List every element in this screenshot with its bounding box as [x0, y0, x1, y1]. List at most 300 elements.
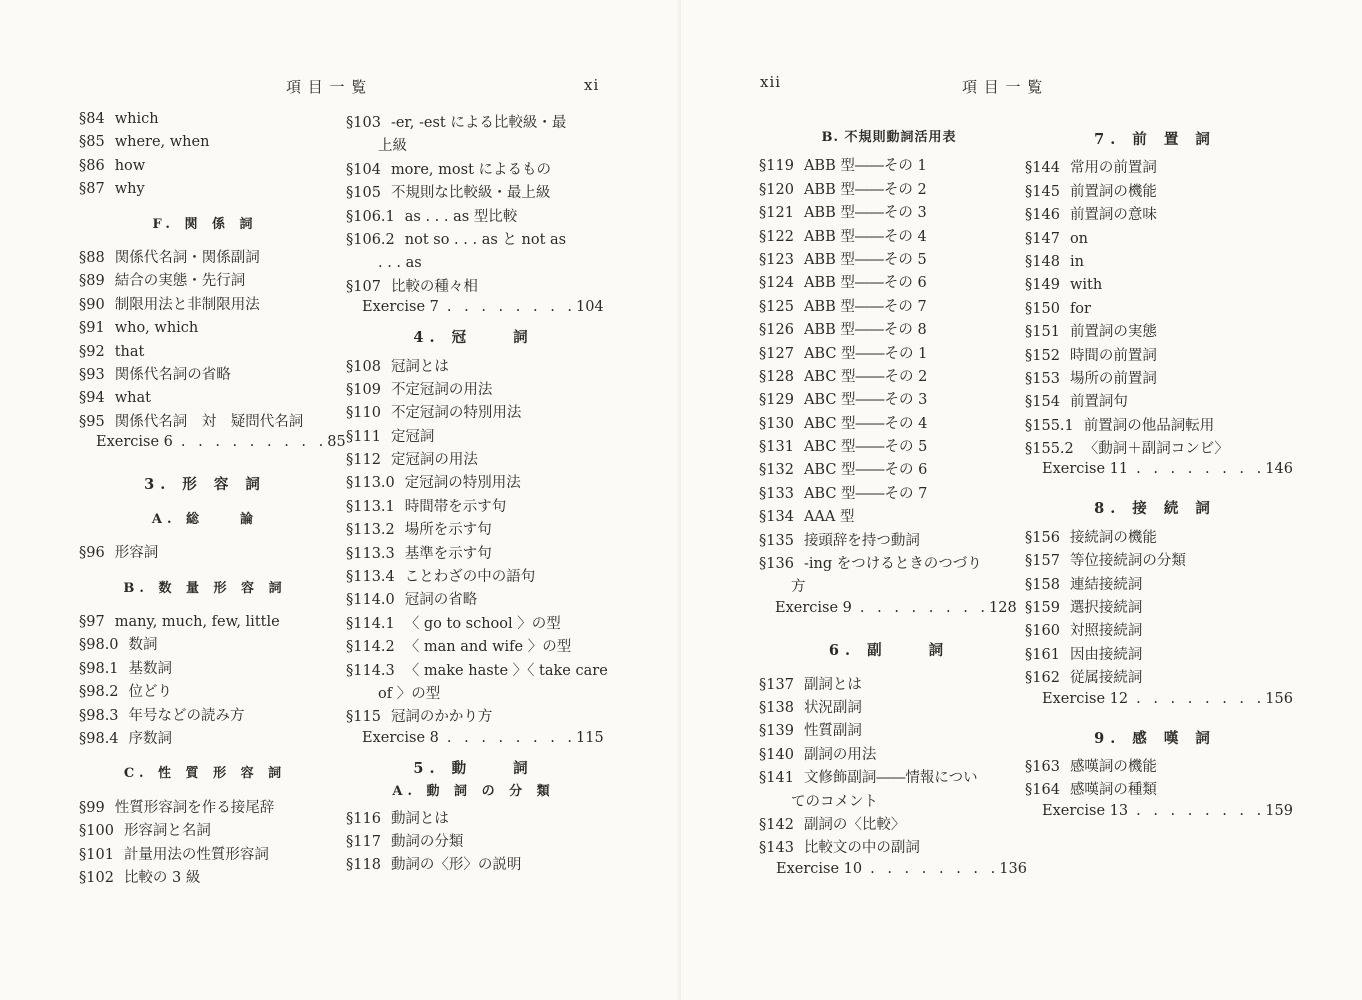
- section-number: §148: [1025, 253, 1060, 270]
- toc-entry: [759, 179, 1019, 202]
- entry-title: 常用の前置詞: [1069, 160, 1157, 177]
- section-number: §126: [759, 322, 794, 339]
- toc-entry: [79, 247, 331, 270]
- toc-entry: [79, 155, 331, 178]
- toc-entry: [79, 844, 331, 867]
- entry-title: 冠詞とは: [390, 358, 449, 375]
- section-number: §137: [759, 676, 794, 693]
- entry-title: ABB 型――その 4: [803, 228, 927, 245]
- section-heading: B. 数 量 形 容 詞: [123, 580, 287, 596]
- toc-entry: [1025, 527, 1285, 550]
- entry-title: 不規則な比較級・最上級: [390, 185, 551, 202]
- toc-entry: [79, 270, 331, 293]
- toc-entry: [759, 226, 1019, 249]
- toc-entry: [346, 519, 601, 542]
- exercise-entry: Exercise 6 . . . . . . . . .85: [96, 434, 346, 451]
- toc-entry: [1025, 345, 1285, 368]
- entry-title: 等位接続詞の分類: [1069, 553, 1186, 570]
- entry-title-continuation: of 〉の型: [378, 685, 441, 702]
- toc-entry: [346, 496, 601, 519]
- toc-column-1: [79, 108, 346, 890]
- toc-entry: [346, 426, 601, 449]
- entry-title: 計量用法の性質形容詞: [123, 846, 269, 863]
- section-number: §162: [1025, 670, 1060, 687]
- section-number: §88: [79, 249, 105, 266]
- toc-entry: [79, 341, 331, 364]
- section-heading: A. 総 論: [151, 511, 259, 527]
- section-number: §86: [79, 157, 105, 174]
- section-number: §97: [79, 614, 105, 631]
- chapter-heading: 3. 形 容 詞: [144, 476, 266, 494]
- toc-entry: [759, 506, 1019, 529]
- section-number: §98.1: [79, 660, 119, 677]
- section-number: §128: [759, 368, 794, 385]
- entry-title: 〈 man and wife 〉の型: [404, 639, 572, 656]
- entry-title: 動詞の〈形〉の説明: [390, 857, 522, 874]
- entry-title: ABC 型――その 5: [803, 439, 928, 456]
- section-number: §103: [346, 115, 381, 131]
- page-number: xi: [584, 76, 600, 94]
- section-number: §98.3: [79, 707, 119, 724]
- section-number: §85: [79, 134, 105, 151]
- toc-entry: [1025, 779, 1285, 802]
- entry-title: 〈 go to school 〉の型: [404, 615, 561, 632]
- entry-title: 冠詞の省略: [404, 592, 478, 609]
- entry-title: 定冠詞: [390, 428, 435, 445]
- entry-title: 基数詞: [128, 660, 173, 677]
- toc-entry: [759, 814, 1019, 837]
- entry-title: ABC 型――その 7: [803, 485, 928, 502]
- toc-entry: [1025, 550, 1285, 573]
- toc-entry: [1025, 391, 1285, 414]
- toc-entry: [759, 249, 1019, 272]
- entry-title: 序数詞: [128, 730, 173, 747]
- toc-entry: [1025, 274, 1285, 297]
- chapter-heading: 7. 前 置 詞: [1094, 131, 1216, 148]
- section-number: §98.0: [79, 637, 119, 654]
- section-heading: C. 性 質 形 容 詞: [123, 766, 287, 782]
- toc-entry: [79, 705, 331, 728]
- section-number: §113.0: [346, 475, 395, 492]
- toc-entry: [759, 459, 1019, 482]
- section-number: §110: [346, 405, 381, 422]
- entry-title: 対照接続詞: [1069, 623, 1143, 640]
- section-number: §95: [79, 413, 105, 430]
- section-number: §113.4: [346, 569, 395, 586]
- toc-entry: [79, 728, 331, 751]
- toc-entry: [79, 317, 331, 340]
- entry-title: 前置詞の機能: [1069, 183, 1157, 200]
- exercise-entry: Exercise 8 . . . . . . . .115: [362, 729, 604, 746]
- section-number: §156: [1025, 529, 1060, 546]
- entry-title: AAA 型: [803, 509, 855, 526]
- entry-title: 関係代名詞 対 疑問代名詞: [114, 413, 304, 430]
- toc-entry: [759, 767, 1019, 790]
- toc-entry: [346, 808, 601, 831]
- toc-entry: [1025, 620, 1285, 643]
- toc-entry: [759, 436, 1019, 459]
- section-number: §117: [346, 833, 381, 850]
- entry-title: 副詞の用法: [803, 746, 877, 763]
- entry-title: ことわざの中の語句: [404, 569, 536, 586]
- toc-entry: [346, 402, 601, 425]
- section-number: §87: [79, 181, 105, 198]
- entry-title: -ing をつけるときのつづり: [803, 556, 982, 573]
- entry-title: how: [114, 157, 146, 174]
- entry-title: more, most によるもの: [390, 161, 552, 178]
- section-number: §106.1: [346, 208, 395, 225]
- section-heading: A. 動 詞 の 分 類: [392, 784, 555, 800]
- toc-entry: [1025, 321, 1285, 344]
- toc-entry: [79, 658, 331, 681]
- section-number: §159: [1025, 600, 1060, 617]
- chapter-heading: 5. 動 詞: [413, 759, 534, 777]
- section-number: §96: [79, 545, 105, 562]
- toc-entry: [759, 343, 1019, 366]
- toc-entry: [759, 389, 1019, 412]
- chapter-heading: 9. 感 嘆 詞: [1094, 729, 1216, 747]
- toc-entry: [79, 387, 331, 410]
- toc-entry: [759, 744, 1019, 767]
- entry-title: 定冠詞の特別用法: [404, 475, 521, 492]
- section-number: §144: [1025, 160, 1060, 177]
- section-heading: F. 関 係 詞: [152, 216, 258, 232]
- entry-title: 比較の 3 級: [123, 869, 201, 886]
- page-number: xii: [760, 73, 782, 91]
- section-number: §123: [759, 251, 794, 268]
- toc-entry: [346, 472, 601, 495]
- toc-entry: [759, 837, 1019, 860]
- entry-title: 関係代名詞・関係副詞: [114, 249, 260, 266]
- entry-title: 形容詞と名詞: [123, 823, 211, 840]
- entry-title: ABC 型――その 4: [803, 415, 928, 432]
- toc-entry: [346, 831, 601, 854]
- chapter-heading: 4. 冠 詞: [413, 329, 534, 347]
- toc-entry: [79, 634, 331, 657]
- toc-entry: [1025, 298, 1285, 321]
- section-number: §134: [759, 509, 794, 526]
- section-number: §154: [1025, 394, 1060, 411]
- entry-title: why: [114, 181, 145, 198]
- section-number: §149: [1025, 277, 1060, 294]
- section-number: §89: [79, 273, 105, 290]
- entry-title: 前置詞の実態: [1069, 324, 1157, 341]
- toc-entry: [1025, 667, 1285, 690]
- toc-column-2: [346, 112, 608, 878]
- section-number: §125: [759, 298, 794, 315]
- toc-entry: [346, 449, 601, 472]
- entry-title: 比較の種々相: [390, 278, 478, 295]
- toc-entry: [79, 542, 331, 565]
- section-number: §151: [1025, 324, 1060, 341]
- section-number: §138: [759, 699, 794, 716]
- toc-entry: [346, 660, 608, 683]
- section-number: §139: [759, 723, 794, 740]
- chapter-heading: 8. 接 続 詞: [1094, 500, 1216, 518]
- entry-title-continuation: 方: [791, 579, 806, 596]
- toc-entry: [346, 706, 601, 729]
- section-number: §109: [346, 381, 381, 398]
- entry-title: 性質形容詞を作る接尾辞: [114, 799, 275, 816]
- entry-title: 前置詞の他品詞転用: [1083, 417, 1215, 434]
- section-number: §142: [759, 816, 794, 833]
- entry-title: 従属接続詞: [1069, 670, 1143, 687]
- toc-entry: [1025, 756, 1285, 779]
- entry-title: 冠詞のかかり方: [390, 709, 493, 726]
- toc-entry: [79, 178, 331, 201]
- toc-entry: [759, 674, 1019, 697]
- section-number: §135: [759, 532, 794, 549]
- entry-title: ABB 型――その 8: [803, 322, 927, 339]
- section-heading: B. 不規則動詞活用表: [821, 130, 957, 145]
- section-number: §160: [1025, 623, 1060, 640]
- entry-title: where, when: [114, 134, 210, 151]
- section-number: §114.2: [346, 639, 395, 656]
- entry-title: 副詞とは: [803, 676, 862, 693]
- section-number: §143: [759, 840, 794, 857]
- section-number: §129: [759, 392, 794, 409]
- toc-entry: [1025, 157, 1285, 180]
- running-title: 項 目 一 覧: [286, 78, 368, 96]
- toc-entry: [79, 867, 331, 890]
- toc-entry: [1025, 228, 1285, 251]
- section-number: §136: [759, 556, 794, 573]
- entry-title: as . . . as 型比較: [404, 208, 518, 225]
- entry-title: 動詞の分類: [390, 833, 464, 850]
- toc-entry: [346, 276, 601, 299]
- section-number: §113.2: [346, 522, 395, 539]
- toc-entry: [759, 720, 1019, 743]
- entry-title: 動詞とは: [390, 810, 449, 827]
- toc-entry: [346, 112, 601, 135]
- entry-title: 定冠詞の用法: [390, 452, 478, 469]
- entry-title: who, which: [114, 320, 199, 337]
- entry-title: 接頭辞を持つ動詞: [803, 532, 920, 549]
- toc-entry: [79, 681, 331, 704]
- entry-title: ABC 型――その 2: [803, 368, 928, 385]
- section-number: §90: [79, 296, 105, 313]
- toc-entry: [346, 159, 601, 182]
- entry-title: for: [1069, 300, 1091, 317]
- entry-title: 因由接続詞: [1069, 646, 1143, 663]
- toc-entry: [346, 589, 601, 612]
- entry-title: 〈動詞＋副詞コンビ〉: [1083, 441, 1229, 458]
- entry-title: 感嘆詞の機能: [1069, 758, 1157, 775]
- section-number: §92: [79, 343, 105, 360]
- toc-entry: [759, 413, 1019, 436]
- entry-title: 不定冠詞の用法: [390, 381, 493, 398]
- section-number: §118: [346, 857, 381, 874]
- exercise-entry: Exercise 9 . . . . . . . .128: [775, 599, 1017, 616]
- section-number: §163: [1025, 758, 1060, 775]
- chapter-heading: 6. 副 詞: [828, 642, 950, 660]
- section-number: §157: [1025, 553, 1060, 570]
- entry-title: ABB 型――その 2: [803, 181, 927, 198]
- right-page: [681, 0, 1362, 1000]
- section-number: §111: [346, 428, 381, 445]
- entry-title: 選択接続詞: [1069, 600, 1143, 617]
- section-number: §124: [759, 275, 794, 292]
- toc-entry: [79, 820, 331, 843]
- section-number: §98.2: [79, 684, 119, 701]
- entry-title: on: [1069, 230, 1089, 247]
- toc-entry: [346, 379, 601, 402]
- entry-title: 時間の前置詞: [1069, 347, 1157, 364]
- entry-title: which: [114, 111, 159, 127]
- toc-entry: [346, 566, 601, 589]
- toc-entry: [346, 356, 601, 379]
- section-number: §164: [1025, 782, 1060, 799]
- entry-title: 制限用法と非制限用法: [114, 296, 260, 313]
- entry-title: 状況副詞: [803, 699, 862, 716]
- toc-entry: [346, 854, 601, 877]
- toc-entry: [759, 272, 1019, 295]
- entry-title: 〈 make haste 〉〈 take care: [404, 662, 608, 679]
- section-number: §158: [1025, 576, 1060, 593]
- running-title: 項 目 一 覧: [962, 78, 1044, 96]
- toc-entry: [1025, 644, 1285, 667]
- entry-title: 年号などの読み方: [128, 707, 245, 724]
- entry-title: ABB 型――その 6: [803, 275, 927, 292]
- toc-entry: [1025, 415, 1285, 438]
- exercise-entry: Exercise 7 . . . . . . . .104: [362, 299, 604, 316]
- section-number: §141: [759, 770, 794, 787]
- section-number: §150: [1025, 300, 1060, 317]
- section-number: §91: [79, 320, 105, 337]
- entry-title: 時間帯を示す句: [404, 498, 507, 515]
- entry-title: 文修飾副詞――情報につい: [803, 770, 978, 787]
- entry-title: not so . . . as と not as: [404, 231, 567, 248]
- entry-title: 結合の実態・先行詞: [114, 273, 246, 290]
- entry-title: 不定冠詞の特別用法: [390, 405, 522, 422]
- toc-entry: [759, 366, 1019, 389]
- entry-title: 比較文の中の副詞: [803, 840, 920, 857]
- section-number: §115: [346, 709, 381, 726]
- toc-entry: [79, 364, 331, 387]
- entry-title-continuation: 上級: [378, 138, 407, 155]
- section-number: §133: [759, 485, 794, 502]
- toc-entry: [759, 319, 1019, 342]
- entry-title: ABB 型――その 3: [803, 205, 927, 222]
- section-number: §147: [1025, 230, 1060, 247]
- section-number: §104: [346, 161, 381, 178]
- exercise-entry: Exercise 13 . . . . . . . .159: [1042, 802, 1293, 819]
- section-number: §112: [346, 452, 381, 469]
- entry-title: with: [1069, 277, 1103, 294]
- toc-entry: [79, 611, 331, 634]
- exercise-entry: Exercise 10 . . . . . . . .136: [776, 860, 1027, 877]
- section-number: §153: [1025, 370, 1060, 387]
- toc-entry: [1025, 574, 1285, 597]
- section-number: §99: [79, 799, 105, 816]
- entry-title: in: [1069, 253, 1084, 270]
- toc-entry: [79, 131, 331, 154]
- entry-title: 数詞: [128, 637, 158, 654]
- section-number: §122: [759, 228, 794, 245]
- entry-title: 性質副詞: [803, 723, 862, 740]
- section-number: §105: [346, 185, 381, 202]
- entry-title: 接続詞の機能: [1069, 529, 1157, 546]
- section-number: §113.3: [346, 545, 395, 562]
- toc-entry: [79, 797, 331, 820]
- exercise-entry: Exercise 12 . . . . . . . .156: [1042, 690, 1293, 707]
- toc-entry: [79, 108, 331, 131]
- section-number: §146: [1025, 207, 1060, 224]
- toc-entry: [1025, 438, 1285, 461]
- entry-title: 位どり: [128, 684, 173, 701]
- toc-entry: [759, 553, 1019, 576]
- section-number: §152: [1025, 347, 1060, 364]
- exercise-entry: Exercise 11 . . . . . . . .146: [1042, 461, 1293, 478]
- section-number: §114.1: [346, 615, 395, 632]
- toc-entry: [79, 294, 331, 317]
- section-number: §84: [79, 111, 105, 127]
- toc-entry: [1025, 181, 1285, 204]
- section-number: §107: [346, 278, 381, 295]
- entry-title: 連結接続詞: [1069, 576, 1143, 593]
- section-number: §119: [759, 158, 794, 175]
- entry-title: ABC 型――その 3: [803, 392, 928, 409]
- toc-entry: [1025, 597, 1285, 620]
- entry-title: many, much, few, little: [114, 614, 280, 631]
- section-number: §106.2: [346, 231, 395, 248]
- section-number: §116: [346, 810, 381, 827]
- toc-entry: [759, 483, 1019, 506]
- section-number: §100: [79, 823, 114, 840]
- entry-title: what: [114, 390, 151, 407]
- toc-entry: [759, 296, 1019, 319]
- section-number: §93: [79, 366, 105, 383]
- toc-entry: [79, 411, 331, 434]
- entry-title: 形容詞: [114, 545, 159, 562]
- toc-entry: [346, 543, 601, 566]
- section-number: §101: [79, 846, 114, 863]
- entry-title: 前置詞の意味: [1069, 207, 1157, 224]
- toc-entry: [759, 697, 1019, 720]
- toc-column-3: [759, 126, 1027, 877]
- entry-title: 場所を示す句: [404, 522, 492, 539]
- entry-title: 場所の前置詞: [1069, 370, 1157, 387]
- entry-title: 感嘆詞の種類: [1069, 782, 1157, 799]
- toc-column-4: [1025, 128, 1293, 819]
- entry-title: 副詞の〈比較〉: [803, 816, 906, 833]
- toc-entry: [346, 613, 601, 636]
- toc-entry: [346, 182, 601, 205]
- toc-entry: [759, 202, 1019, 225]
- entry-title-continuation: . . . as: [378, 255, 422, 272]
- section-number: §140: [759, 746, 794, 763]
- entry-title: ABB 型――その 5: [803, 251, 927, 268]
- section-number: §121: [759, 205, 794, 222]
- section-number: §120: [759, 181, 794, 198]
- section-number: §108: [346, 358, 381, 375]
- section-number: §131: [759, 439, 794, 456]
- section-number: §145: [1025, 183, 1060, 200]
- toc-entry: [759, 155, 1019, 178]
- entry-title: 関係代名詞の省略: [114, 366, 231, 383]
- section-number: §114.0: [346, 592, 395, 609]
- section-number: §130: [759, 415, 794, 432]
- toc-entry: [346, 206, 601, 229]
- toc-entry: [346, 229, 601, 252]
- entry-title: ABC 型――その 6: [803, 462, 928, 479]
- toc-entry: [1025, 204, 1285, 227]
- section-number: §98.4: [79, 730, 119, 747]
- section-number: §132: [759, 462, 794, 479]
- section-number: §114.3: [346, 662, 395, 679]
- entry-title: ABB 型――その 7: [803, 298, 927, 315]
- toc-entry: [346, 636, 601, 659]
